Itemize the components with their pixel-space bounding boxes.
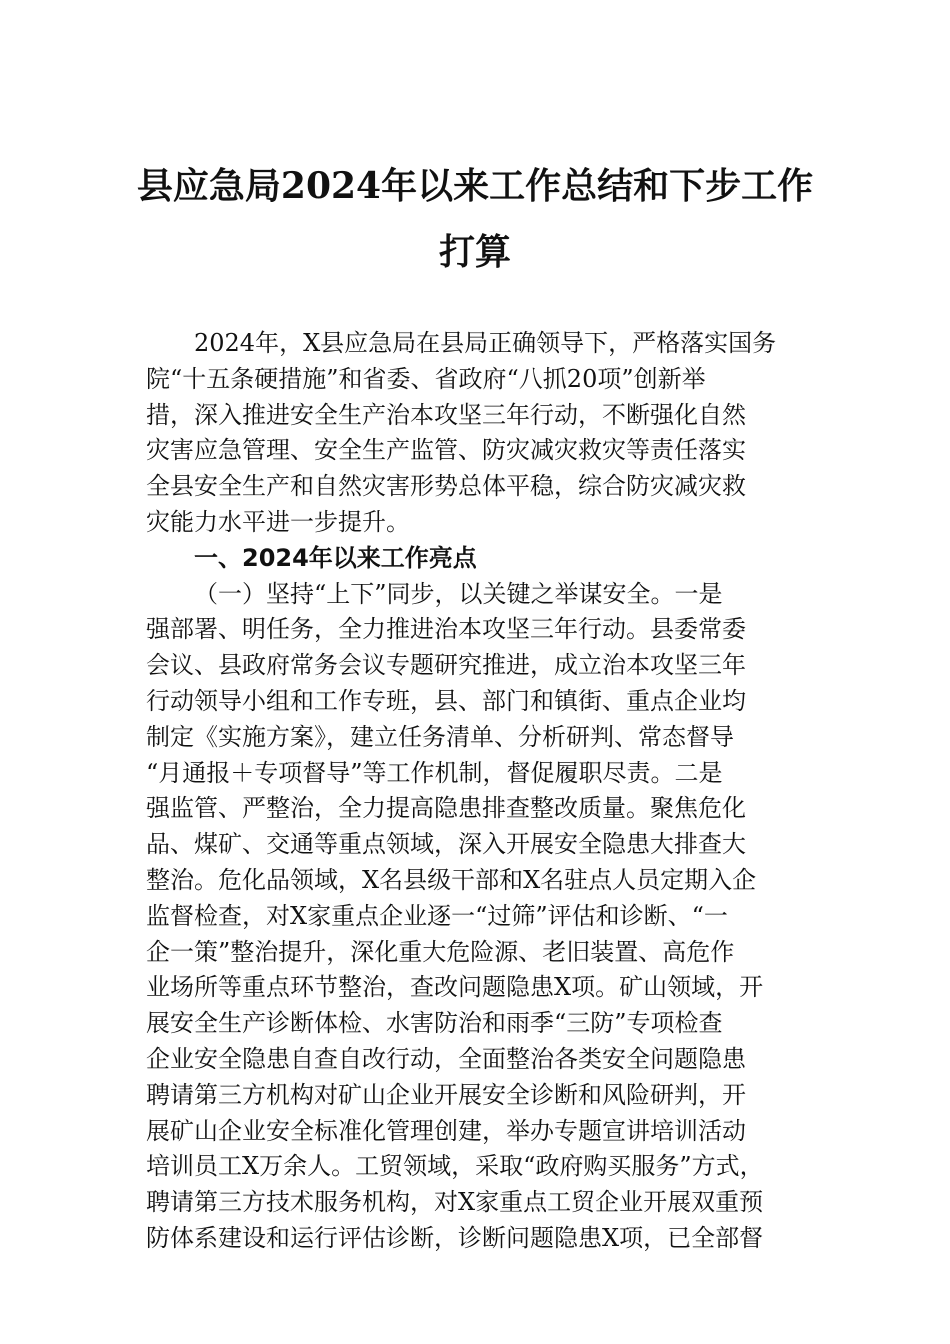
body-line: （一）坚持“上下”同步，以关键之举谋安全。一是	[194, 579, 723, 608]
body-line: 会议、县政府常务会议专题研究推进，成立治本攻坚三年	[146, 651, 746, 680]
body-line: 整治。危化品领域，X名县级干部和X名驻点人员定期入企	[146, 865, 757, 894]
body-line: 措，深入推进安全生产治本攻坚三年行动，不断强化自然	[146, 400, 746, 429]
body-line: 培训员工X万余人。工贸领域，采取“政府购买服务”方式，	[146, 1152, 764, 1181]
body-line: 聘请第三方技术服务机构，对X家重点工贸企业开展双重预	[146, 1188, 764, 1217]
body-line: “月通报＋专项督导”等工作机制，督促履职尽责。二是	[146, 758, 723, 787]
body-line: 行动领导小组和工作专班，县、部门和镇街、重点企业均	[146, 686, 746, 715]
document-title-line-1: 县应急局2024年以来工作总结和下步工作	[136, 165, 814, 207]
body-line: 强监管、严整治，全力提高隐患排查整改质量。聚焦危化	[146, 794, 746, 823]
body-line: 监督检查，对X家重点企业逐一“过筛”评估和诊断、“一	[146, 901, 728, 930]
body-line: 防体系建设和运行评估诊断，诊断问题隐患X项，已全部督	[146, 1223, 764, 1252]
body-line: 企一策”整治提升，深化重大危险源、老旧装置、高危作	[146, 937, 735, 966]
body-line: 业场所等重点环节整治，查改问题隐患X项。矿山领域，开	[146, 973, 764, 1002]
document-title-line-2: 打算	[438, 231, 511, 273]
section-heading: 一、2024年以来工作亮点	[194, 543, 477, 572]
document-body	[146, 326, 806, 1257]
body-line: 品、煤矿、交通等重点领域，深入开展安全隐患大排查大	[146, 830, 746, 859]
body-line: 制定《实施方案》，建立任务清单、分析研判、常态督导	[146, 722, 734, 751]
body-line: 2024年，X县应急局在县局正确领导下，严格落实国务	[194, 329, 777, 357]
body-line: 灾能力水平进一步提升。	[146, 507, 410, 536]
body-line: 全县安全生产和自然灾害形势总体平稳，综合防灾减灾救	[146, 472, 746, 501]
body-line: 院“十五条硬措施”和省委、省政府“八抓20项”创新举	[146, 364, 706, 393]
body-line: 展矿山企业安全标准化管理创建，举办专题宣讲培训活动	[146, 1116, 746, 1145]
body-line: 展安全生产诊断体检、水害防治和雨季“三防”专项检查	[146, 1009, 723, 1038]
body-line: 企业安全隐患自查自改行动，全面整治各类安全问题隐患	[146, 1044, 746, 1073]
body-line: 强部署、明任务，全力推进治本攻坚三年行动。县委常委	[146, 615, 746, 644]
body-line: 聘请第三方机构对矿山企业开展安全诊断和风险研判，开	[146, 1080, 746, 1109]
body-line: 灾害应急管理、安全生产监管、防灾减灾救灾等责任落实	[146, 436, 746, 465]
